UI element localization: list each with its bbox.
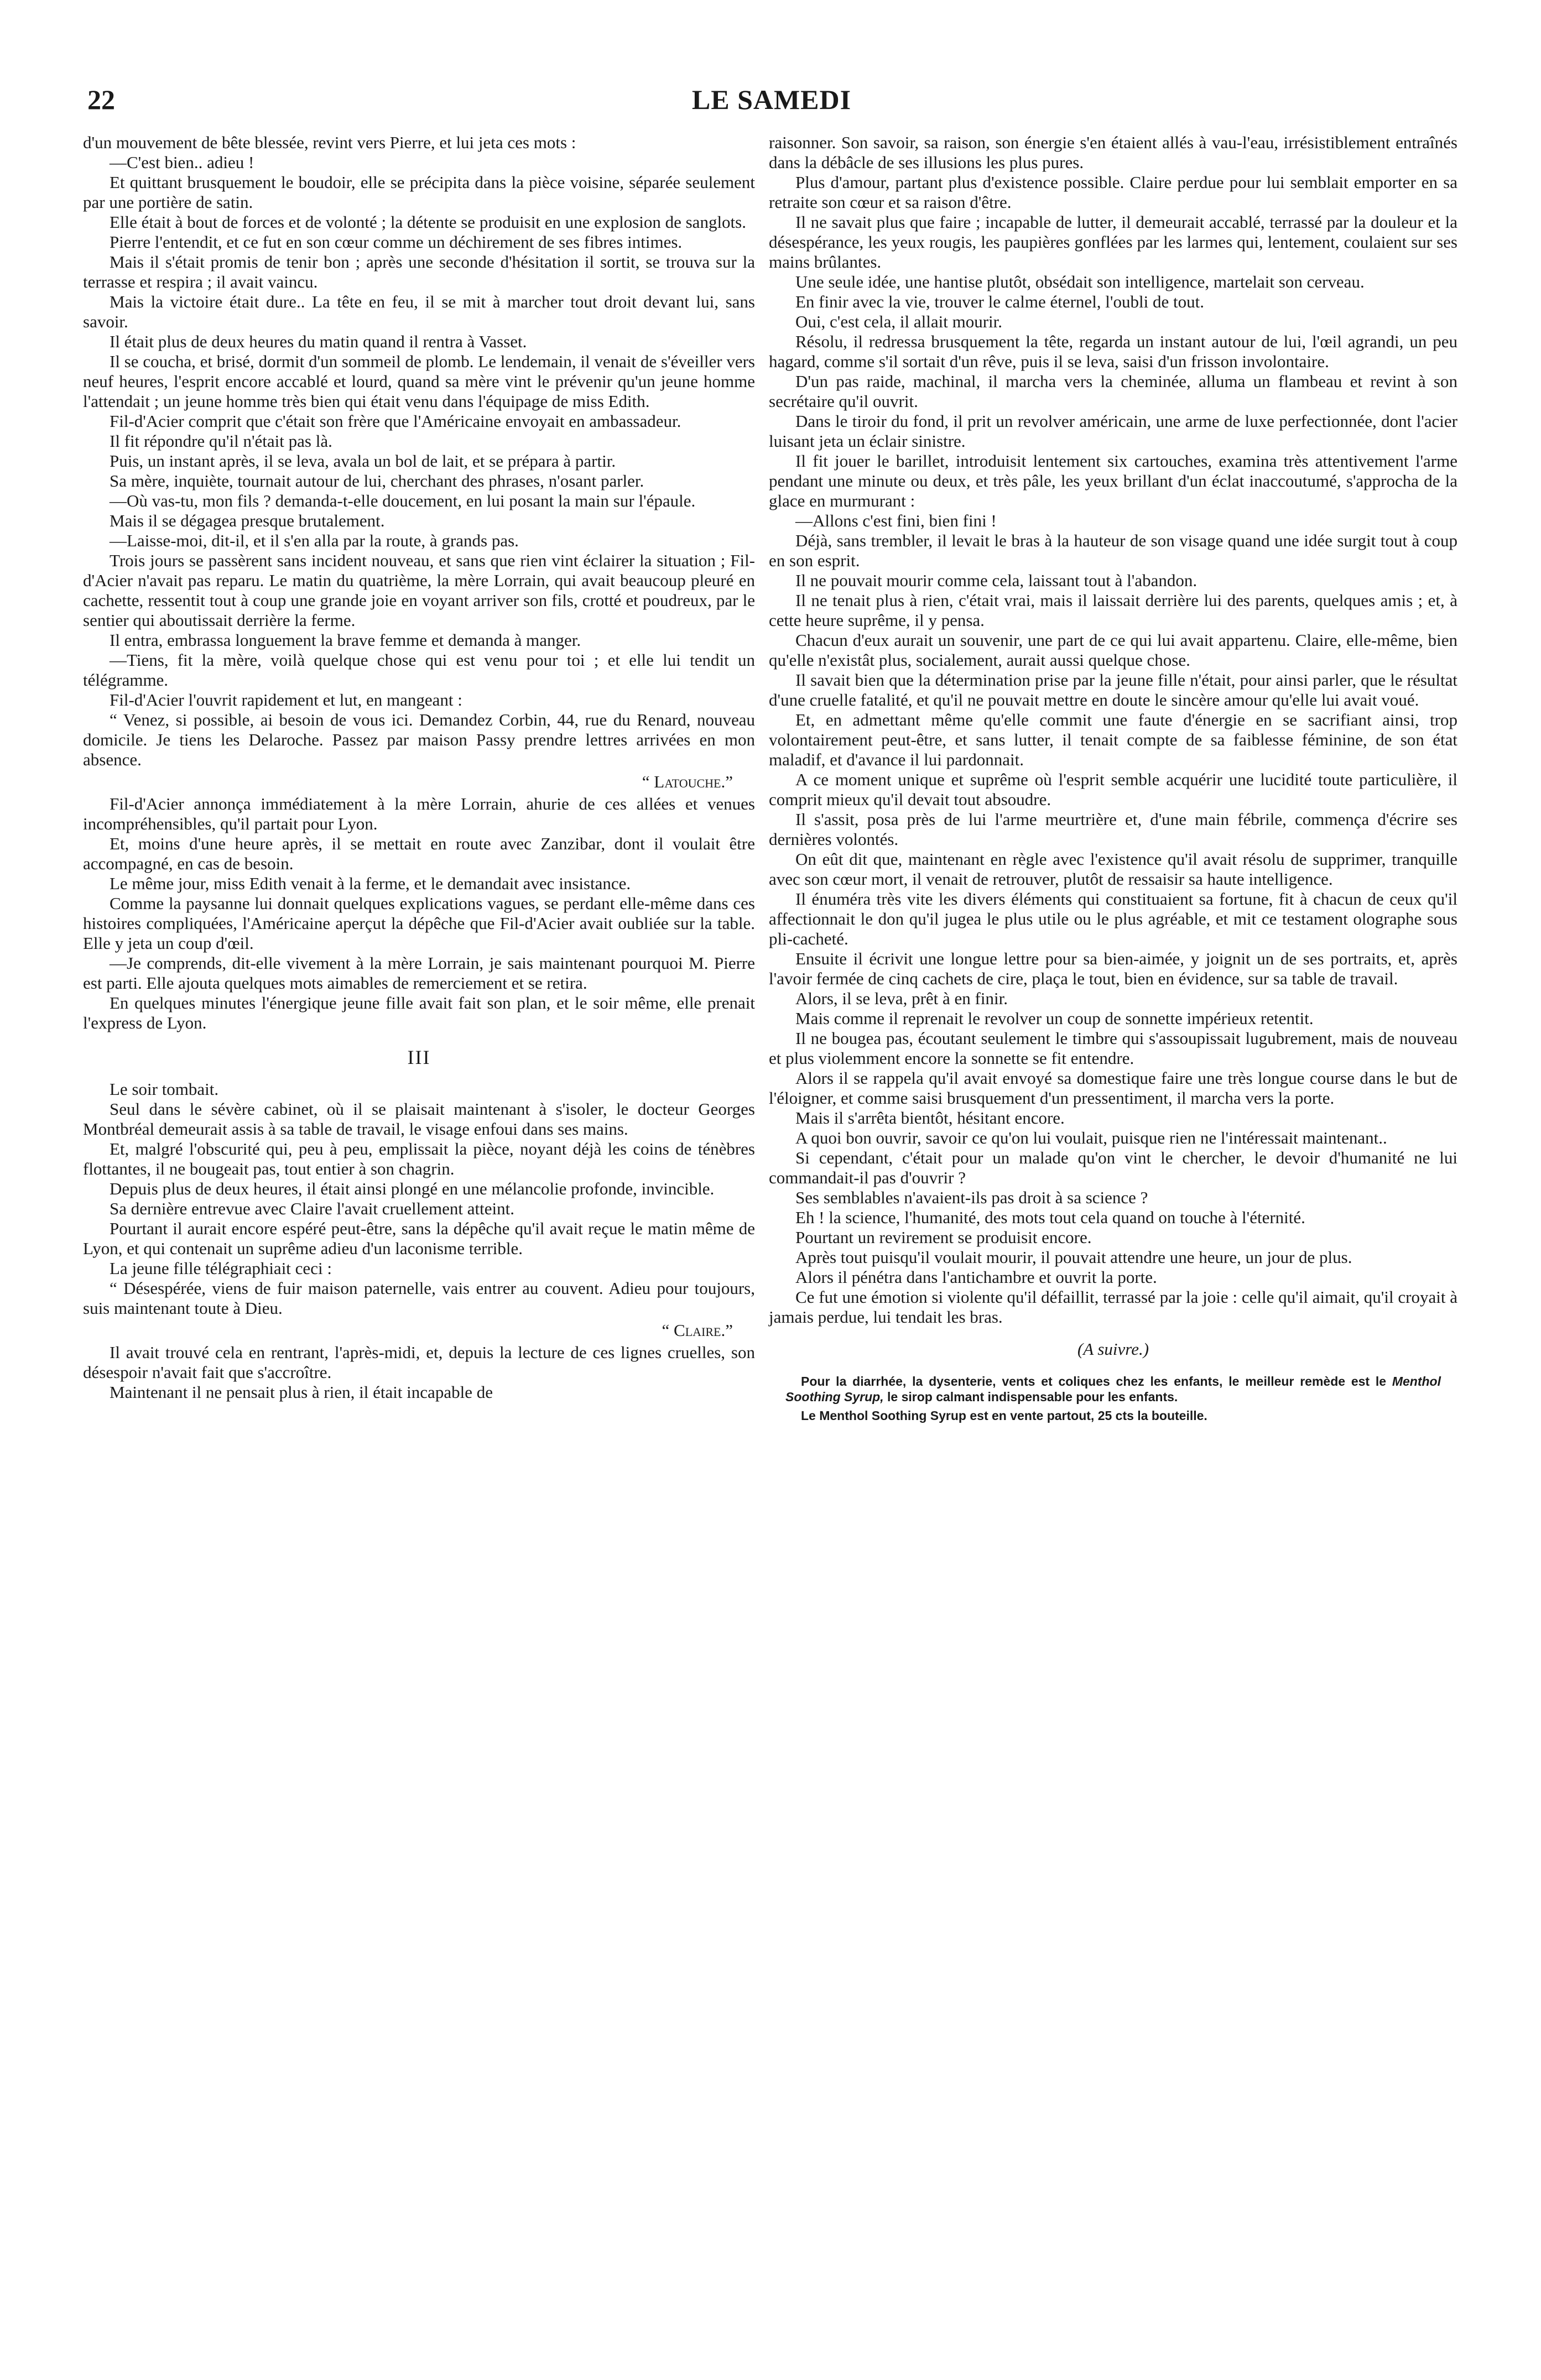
paragraph: Ce fut une émotion si violente qu'il défaillit, terrassé par la joie : celle qu'il aimait, qu'il croyait à jamais perdue, lui tendait les bras. xyxy=(769,1287,1457,1327)
paragraph: Et, malgré l'obscurité qui, peu à peu, emplissait la pièce, noyant déjà les coins de ténèbres flottantes, il ne bougeait pas, tout entier à son chagrin. xyxy=(83,1139,755,1178)
paragraph: Pierre l'entendit, et ce fut en son cœur comme un déchirement de ses fibres intimes. xyxy=(110,232,683,252)
right-column-text xyxy=(769,133,1457,1327)
paragraph: Il ne pouvait mourir comme cela, laissant tout à l'abandon. xyxy=(795,571,1198,590)
paragraph: Et, moins d'une heure après, il se mettait en route avec Zanzibar, dont il voulait être accompagné, en cas de besoin. xyxy=(83,834,755,873)
paragraph: Il avait trouvé cela en rentrant, l'après-midi, et, depuis la lecture de ces lignes cruelles, son désespoir n'avait fait que s'accroître. xyxy=(83,1343,755,1382)
paragraph: Ses semblables n'avaient-ils pas droit à sa science ? xyxy=(795,1188,1148,1207)
page-header xyxy=(83,83,1460,116)
ad-product-name: Menthol Soothing Syrup, xyxy=(785,1374,1441,1404)
paragraph: On eût dit que, maintenant en règle avec l'existence qu'il avait résolu de supprimer, tranquille avec son cœur mort, il venait de retrouver, plutôt de ressaisir sa haute intelligence. xyxy=(769,849,1457,889)
paragraph: Une seule idée, une hantise plutôt, obsédait son intelligence, martelait son cerveau. xyxy=(795,272,1365,291)
section-heading: III xyxy=(407,1046,431,1068)
paragraph: Pourtant il aurait encore espéré peut-être, sans la dépêche qu'il avait reçue le matin même de Lyon, et qui contenait un suprême adieu d'un laconisme terrible. xyxy=(83,1219,755,1258)
paragraph: Dans le tiroir du fond, il prit un revolver américain, une arme de luxe perfectionnée, dont l'acier luisant jeta un éclair sinistre. xyxy=(769,411,1457,451)
to-be-continued: (A suivre.) xyxy=(1077,1339,1149,1359)
telegram-signature: “ Claire.” xyxy=(662,1321,733,1340)
ad-text-after: le sirop calmant indispensable pour les enfants. xyxy=(883,1390,1178,1404)
paragraph: Oui, c'est cela, il allait mourir. xyxy=(795,312,1003,331)
paragraph: Plus d'amour, partant plus d'existence possible. Claire perdue pour lui semblait emporter en sa retraite son cœur et sa raison d'être. xyxy=(769,173,1457,212)
paragraph: “ Désespérée, viens de fuir maison paternelle, vais entrer au couvent. Adieu pour toujours, suis maintenant toute à Dieu. xyxy=(83,1278,755,1318)
paragraph: Seul dans le sévère cabinet, où il se plaisait maintenant à s'isoler, le docteur Georges Montbréal demeurait assis à sa table de travail, le visage enfoui dans ses mains. xyxy=(83,1099,755,1139)
right-column xyxy=(769,133,1457,1427)
paragraph: Il était plus de deux heures du matin quand il rentra à Vasset. xyxy=(110,332,527,351)
advertisement xyxy=(769,1374,1457,1423)
paragraph: En finir avec la vie, trouver le calme éternel, l'oubli de tout. xyxy=(795,292,1204,311)
paragraph: Ensuite il écrivit une longue lettre pour sa bien-aimée, y joignit un de ses portraits, et, après l'avoir fermée de cinq cachets de cire, plaça le tout, bien en évidence, sur sa table de travail. xyxy=(769,949,1457,988)
paragraph: Mais comme il reprenait le revolver un coup de sonnette impérieux retentit. xyxy=(795,1009,1314,1028)
journal-title: LE SAMEDI xyxy=(691,84,852,115)
paragraph: Chacun d'eux aurait un souvenir, une part de ce qui lui avait appartenu. Claire, elle-même, bien qu'elle n'existât plus, socialement, aurait aussi quelque chose. xyxy=(769,630,1457,670)
paragraph: Mais il se dégagea presque brutalement. xyxy=(110,511,385,530)
paragraph: Si cependant, c'était pour un malade qu'on vint le chercher, le devoir d'humanité ne lui commandait-il pas d'ouvrir ? xyxy=(769,1148,1457,1187)
paragraph: Il se coucha, et brisé, dormit d'un sommeil de plomb. Le lendemain, il venait de s'éveiller vers neuf heures, l'esprit encore accablé et lourd, quand sa mère vint le prévenir qu'un jeune homme l'attendait ; un jeune homme très bien qui était venu dans l'équipage de miss Edith. xyxy=(83,352,755,411)
paragraph: Alors il pénétra dans l'antichambre et ouvrit la porte. xyxy=(795,1267,1157,1287)
paragraph: Il entra, embrassa longuement la brave femme et demanda à manger. xyxy=(110,630,581,650)
paragraph: Comme la paysanne lui donnait quelques explications vagues, se perdant elle-même dans ces histoires compliquées, l'Américaine aperçut la dépêche que Fil-d'Acier avait oubliée sur la table. Elle y jeta un coup d'œil. xyxy=(83,894,755,953)
paragraph: —Tiens, fit la mère, voilà quelque chose qui est venu pour toi ; et elle lui tendit un télégramme. xyxy=(83,650,755,690)
paragraph: Il énuméra très vite les divers éléments qui constituaient sa fortune, fit à chacun de ceux qu'il affectionnait le don qu'il jugea le plus utile ou le plus agréable, et mit ce testament olographe sous pli-cacheté. xyxy=(769,889,1457,948)
paragraph: —C'est bien.. adieu ! xyxy=(110,153,254,172)
paragraph: —Allons c'est fini, bien fini ! xyxy=(795,511,997,530)
newspaper-page xyxy=(83,83,1460,2339)
paragraph: Trois jours se passèrent sans incident nouveau, et sans que rien vint éclairer la situation ; Fil-d'Acier n'avait pas reparu. Le matin du quatrième, la mère Lorrain, qui avait beaucoup pleuré en cachette, ressentit tout à coup une grande joie en voyant arriver son fils, crotté et poudreux, par le sentier qui aboutissait derrière la ferme. xyxy=(83,551,755,630)
paragraph: Il ne tenait plus à rien, c'était vrai, mais il laissait derrière lui des parents, quelques amis ; et, à cette heure suprême, il y pensa. xyxy=(769,591,1457,630)
paragraph: La jeune fille télégraphiait ceci : xyxy=(110,1259,332,1278)
paragraph: Mais il s'était promis de tenir bon ; après une seconde d'hésitation il sortit, se trouva sur la terrasse et respira ; il avait vaincu. xyxy=(83,252,755,291)
paragraph: Il savait bien que la détermination prise par la jeune fille n'était, pour ainsi parler, que le résultat d'une cruelle fatalité, et qu'il ne pouvait mettre en doute le sincère amour qu'elle lui avait voué. xyxy=(769,670,1457,709)
paragraph: Il fit répondre qu'il n'était pas là. xyxy=(110,431,332,451)
paragraph: Puis, un instant après, il se leva, avala un bol de lait, et se prépara à partir. xyxy=(110,451,616,471)
paragraph: Maintenant il ne pensait plus à rien, il était incapable de xyxy=(110,1382,493,1402)
paragraph: Mais la victoire était dure.. La tête en feu, il se mit à marcher tout droit devant lui, sans savoir. xyxy=(83,292,755,331)
paragraph: raisonner. Son savoir, sa raison, son énergie s'en étaient allés à vau-l'eau, irrésistiblement entraînés dans la débâcle de ses illusions les plus pures. xyxy=(769,133,1457,172)
paragraph: Et quittant brusquement le boudoir, elle se précipita dans la pièce voisine, séparée seulement par une portière de satin. xyxy=(83,173,755,212)
paragraph: Il fit jouer le barillet, introduisit lentement six cartouches, examina très attentivement l'arme pendant une minute ou deux, et très pâle, les yeux brillant d'un éclat inaccoutumé, s'approcha de la glace en murmurant : xyxy=(769,451,1457,510)
paragraph: D'un pas raide, machinal, il marcha vers la cheminée, alluma un flambeau et revint à son secrétaire qu'il ouvrit. xyxy=(769,372,1457,411)
paragraph: Pourtant un revirement se produisit encore. xyxy=(795,1228,1092,1247)
paragraph: En quelques minutes l'énergique jeune fille avait fait son plan, et le soir même, elle prenait l'express de Lyon. xyxy=(83,993,755,1032)
paragraph: Et, en admettant même qu'elle commit une faute d'énergie en se sacrifiant ainsi, trop volontairement peut-être, et sans lutter, il tenait compte de sa faiblesse féminine, de son état maladif, et d'avance il lui pardonnait. xyxy=(769,710,1457,769)
paragraph: —Je comprends, dit-elle vivement à la mère Lorrain, je sais maintenant pourquoi M. Pierre est parti. Elle ajouta quelques mots aimables de remerciement et se retira. xyxy=(83,953,755,993)
paragraph: Le même jour, miss Edith venait à la ferme, et le demandait avec insistance. xyxy=(110,874,631,893)
advertisement-line-1 xyxy=(785,1374,1441,1405)
paragraph: Mais il s'arrêta bientôt, hésitant encore. xyxy=(795,1108,1065,1128)
paragraph: —Où vas-tu, mon fils ? demanda-t-elle doucement, en lui posant la main sur l'épaule. xyxy=(110,491,696,510)
paragraph: “ Venez, si possible, ai besoin de vous ici. Demandez Corbin, 44, rue du Renard, nouveau domicile. Je tiens les Delaroche. Passez par maison Passy prendre lettres arrivées en mon absence. xyxy=(83,710,755,769)
paragraph: Fil-d'Acier annonça immédiatement à la mère Lorrain, ahurie de ces allées et venues incompréhensibles, qu'il partait pour Lyon. xyxy=(83,794,755,833)
paragraph: —Laisse-moi, dit-il, et il s'en alla par la route, à grands pas. xyxy=(110,531,519,550)
paragraph: Il s'assit, posa près de lui l'arme meurtrière et, d'une main fébrile, commença d'écrire ses dernières volontés. xyxy=(769,810,1457,849)
page-number: 22 xyxy=(87,84,115,115)
paragraph: A ce moment unique et suprême où l'esprit semble acquérir une lucidité toute particulière, il comprit mieux qu'il devait tout absoudre. xyxy=(769,770,1457,809)
paragraph: Alors, il se leva, prêt à en finir. xyxy=(795,989,1008,1008)
paragraph: Il ne bougea pas, écoutant seulement le timbre qui s'assoupissait lugubrement, mais de nouveau et plus violemment encore la sonnette se fit entendre. xyxy=(769,1029,1457,1068)
paragraph: d'un mouvement de bête blessée, revint vers Pierre, et lui jeta ces mots : xyxy=(83,133,576,152)
paragraph: Alors il se rappela qu'il avait envoyé sa domestique faire une très longue course dans le but de l'éloigner, et comme saisi brusquement d'un pressentiment, il marcha vers la porte. xyxy=(769,1068,1457,1108)
paragraph: Eh ! la science, l'humanité, des mots tout cela quand on touche à l'éternité. xyxy=(795,1208,1305,1227)
paragraph: Après tout puisqu'il voulait mourir, il pouvait attendre une heure, un jour de plus. xyxy=(795,1248,1352,1267)
ad-text-before: Pour la diarrhée, la dysenterie, vents et coliques chez les enfants, le meilleur remède est le xyxy=(801,1374,1392,1389)
paragraph: Il ne savait plus que faire ; incapable de lutter, il demeurait accablé, terrassé par la douleur et la désespérance, les yeux rougis, les paupières gonflées par les larmes qui, lentement, coulaient sur ses mains brûlantes. xyxy=(769,212,1457,272)
paragraph: Le soir tombait. xyxy=(110,1079,219,1099)
paragraph: Fil-d'Acier l'ouvrit rapidement et lut, en mangeant : xyxy=(110,690,462,709)
advertisement-line-2: Le Menthol Soothing Syrup est en vente partout, 25 cts la bouteille. xyxy=(801,1408,1207,1423)
paragraph: Résolu, il redressa brusquement la tête, regarda un instant autour de lui, l'œil agrandi, un peu hagard, comme s'il sortait d'un rêve, puis il se leva, saisi d'un frisson involontaire. xyxy=(769,332,1457,371)
paragraph: A quoi bon ouvrir, savoir ce qu'on lui voulait, puisque rien ne l'intéressait maintenant.. xyxy=(795,1128,1387,1147)
telegram-signature: “ Latouche.” xyxy=(642,772,733,791)
paragraph: Elle était à bout de forces et de volonté ; la détente se produisit en une explosion de sanglots. xyxy=(110,212,746,232)
paragraph: Déjà, sans trembler, il levait le bras à la hauteur de son visage quand une idée surgit tout à coup en son esprit. xyxy=(769,531,1457,570)
paragraph: Sa dernière entrevue avec Claire l'avait cruellement atteint. xyxy=(110,1199,514,1218)
paragraph: Depuis plus de deux heures, il était ainsi plongé en une mélancolie profonde, invincible. xyxy=(110,1179,715,1198)
paragraph: Sa mère, inquiète, tournait autour de lui, cherchant des phrases, n'osant parler. xyxy=(110,471,644,490)
paragraph: Fil-d'Acier comprit que c'était son frère que l'Américaine envoyait en ambassadeur. xyxy=(110,411,681,431)
left-column xyxy=(83,133,755,1402)
